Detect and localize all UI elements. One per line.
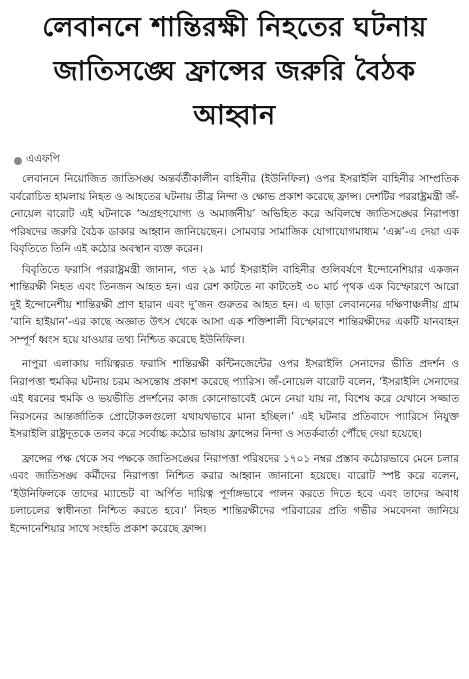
paragraph: ফ্রান্সের পক্ষ থেকে সব পক্ষকে জাতিসঙ্ঘের নিরাপত্তা পরিষদের ১৭০১ নম্বর প্রস্তাব কঠোরভাবে মেনে চলার এবং জাতিসঙ্ঘ কর্মীদের নিরাপত্তা নিশ্চিত করার আহ্বান জানানো হয়েছে। বারোট স্পষ্ট করে বলেন, ‘ইউনিফিলকে তাদের ম্যান্ডেট বা অর্পিত দায়িত্ব পূর্ণাঙ্গভাবে পালন করতে দিতে হবে এবং তাদের অবাধ চলাচলের স্বাধীনতা নিশ্চিত করতে হবে।’ নিহত শান্তিরক্ষীদের পরিবারের প্রতি গভীর সমবেদনা জানিয়ে ইন্দোনেশিয়ার সাথে সংহতি প্রকাশ করেছে ফ্রান্স। <box>10 452 459 535</box>
paragraph: নাপুরা এলাকায় দায়িত্বরত ফরাসি শান্তিরক্ষী কন্টিনজেন্টের ওপর ইসরাইলি সেনাদের ভীতি প্রদর্শন ও নিরাপত্তা হুমকির ঘটনায় চরম অসন্তোষ প্রকাশ করেছে প্যারিস। জঁ-নোয়েল বারোট বলেন, ‘ইসরাইলি সেনাদের এই ধরনের হুমকি ও ভয়ভীতি প্রদর্শনের কাজ কোনোভাবেই মেনে নেয়া যায় না, বিশেষ করে যেখানে সজ্জাত নিরসনের আন্তর্জাতিক প্রোটোকলগুলো যথাযথভাবে মানা হচ্ছিল।’ এই ঘটনার প্রতিবাদে প্যারিসে নিযুক্ত ইসরাইলি রাষ্ট্রদূতকে তলব করে সর্বোচ্চ কঠোর ভাষায় ফ্রান্সের নিন্দা ও সতর্কবার্তা পৌঁছে দেয়া হয়েছে। <box>10 358 459 440</box>
agency-credit: এএফপি <box>26 153 60 165</box>
paragraph: লেবাননে নিয়োজিত জাতিসঙ্ঘ অন্তর্বর্তীকালীন বাহিনীর (ইউনিফিল) ওপর ইসরাইলি বাহিনীর সাম্প্রতিক বর্বরোচিত হামলায় নিহত ও আহতের ঘটনায় তীব্র নিন্দা ও ক্ষোভ প্রকাশ করেছে ফ্রান্স। দেশটির পররাষ্ট্রমন্ত্রী জঁ-নোয়েল বারোট এই ঘটনাকে ‘অগ্রহণযোগ্য ও অমার্জনীয়’ অভিহিত করে অবিলম্বে জাতিসঙ্ঘের নিরাপত্তা পরিষদের জরুরি বৈঠক ডাকার আহ্বান জানিয়েছেন। সোমবার সামাজিক যোগাযোগমাধ্যম ‘এক্স’-এ দেয়া এক বিবৃতিতে তিনি এই কঠোর অবস্থান ব্যক্ত করেন। <box>10 173 459 255</box>
article-headline: লেবাননে শান্তিরক্ষী নিহতের ঘটনায় জাতিসঙ্ঘে ফ্রান্সের জরুরি বৈঠক আহ্বান <box>42 12 427 131</box>
paragraph: বিবৃতিতে ফরাসি পররাষ্ট্রমন্ত্রী জানান, গত ২৯ মার্চ ইসরাইলি বাহিনীর গুলিবর্ষণে ইন্দোনেশিয়ার একজন শান্তিরক্ষী নিহত এবং তিনজন আহত হন। এর রেশ কাটতে না কাটতেই ৩০ মার্চ পৃথক এক বিস্ফোরণে আরো দুই ইন্দোনেশীয় শান্তিরক্ষী প্রাণ হারান এবং দু’জন গুরুতর আহত হন। এ ছাড়া লেবাননের দক্ষিণাঞ্চলীয় গ্রাম ‘বানি হাইয়ান’-এর কাছে অজ্ঞাত উৎস থেকে আসা এক শক্তিশালী বিস্ফোরণে শান্তিরক্ষীদের একটি যানবাহন সম্পূর্ণ ধ্বংস হয়ে যাওয়ার তথ্য নিশ্চিত করেছে ইউনিফিল। <box>10 263 459 346</box>
article-body <box>10 171 459 538</box>
bullet-icon <box>14 157 22 165</box>
agency-line <box>14 152 459 169</box>
